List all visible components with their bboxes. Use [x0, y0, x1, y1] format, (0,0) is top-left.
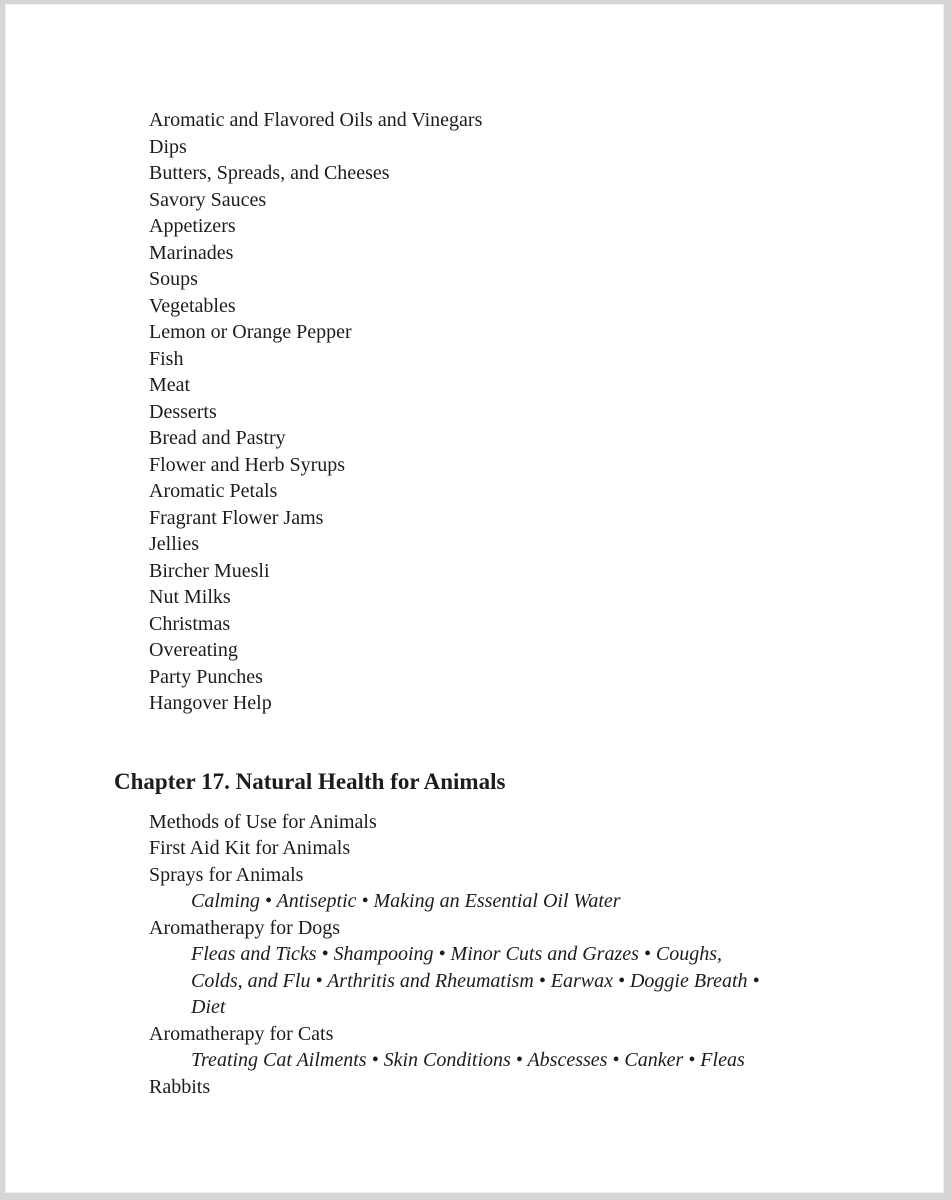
toc-top-list — [114, 107, 924, 717]
toc-item: Vegetables — [149, 294, 236, 317]
toc-item: Appetizers — [149, 215, 236, 237]
toc-sub-entry: Fleas and Ticks • Shampooing • Minor Cuts and Grazes • Coughs, — [191, 943, 723, 965]
toc-item: Methods of Use for Animals — [149, 810, 377, 833]
toc-item: Aromatic and Flavored Oils and Vinegars — [149, 109, 483, 131]
toc-item: Butters, Spreads, and Cheeses — [149, 162, 390, 184]
toc-sub-entry: Diet — [191, 996, 226, 1018]
toc-item: Aromatherapy for Cats — [149, 1022, 334, 1045]
toc-item: Flower and Herb Syrups — [149, 453, 346, 476]
toc-item: Marinades — [149, 241, 234, 264]
toc-item: Jellies — [149, 533, 199, 555]
toc-item: Aromatic Petals — [149, 480, 278, 502]
toc-item: Dips — [149, 135, 187, 158]
toc-item: Hangover Help — [149, 692, 272, 714]
toc-item: Desserts — [149, 400, 217, 423]
toc-sub-entry: Calming • Antiseptic • Making an Essential Oil Water — [191, 890, 621, 912]
table-of-contents — [114, 107, 924, 1100]
toc-item: Overeating — [149, 639, 238, 661]
toc-item: Rabbits — [149, 1075, 211, 1098]
toc-item: Bircher Muesli — [149, 559, 270, 582]
toc-item: Soups — [149, 268, 198, 290]
toc-item: Fragrant Flower Jams — [149, 506, 324, 529]
toc-item: Lemon or Orange Pepper — [149, 321, 352, 343]
toc-item: Bread and Pastry — [149, 427, 286, 449]
toc-item: Nut Milks — [149, 586, 231, 608]
toc-item: Christmas — [149, 612, 231, 635]
toc-item: Meat — [149, 374, 191, 396]
toc-item: Savory Sauces — [149, 188, 267, 211]
toc-sub-entry: Treating Cat Ailments • Skin Conditions • Abscesses • Canker • Fleas — [191, 1049, 745, 1071]
toc-item: Party Punches — [149, 665, 263, 688]
toc-sub-entry: Colds, and Flu • Arthritis and Rheumatism • Earwax • Doggie Breath • — [191, 969, 760, 992]
toc-item: Sprays for Animals — [149, 863, 304, 886]
chapter-heading: Chapter 17. Natural Health for Animals — [114, 768, 506, 794]
document-page — [5, 4, 944, 1193]
toc-item: Fish — [149, 347, 184, 370]
toc-item: First Aid Kit for Animals — [149, 837, 351, 859]
chapter-toc-list — [114, 809, 924, 1101]
toc-item: Aromatherapy for Dogs — [149, 916, 341, 939]
